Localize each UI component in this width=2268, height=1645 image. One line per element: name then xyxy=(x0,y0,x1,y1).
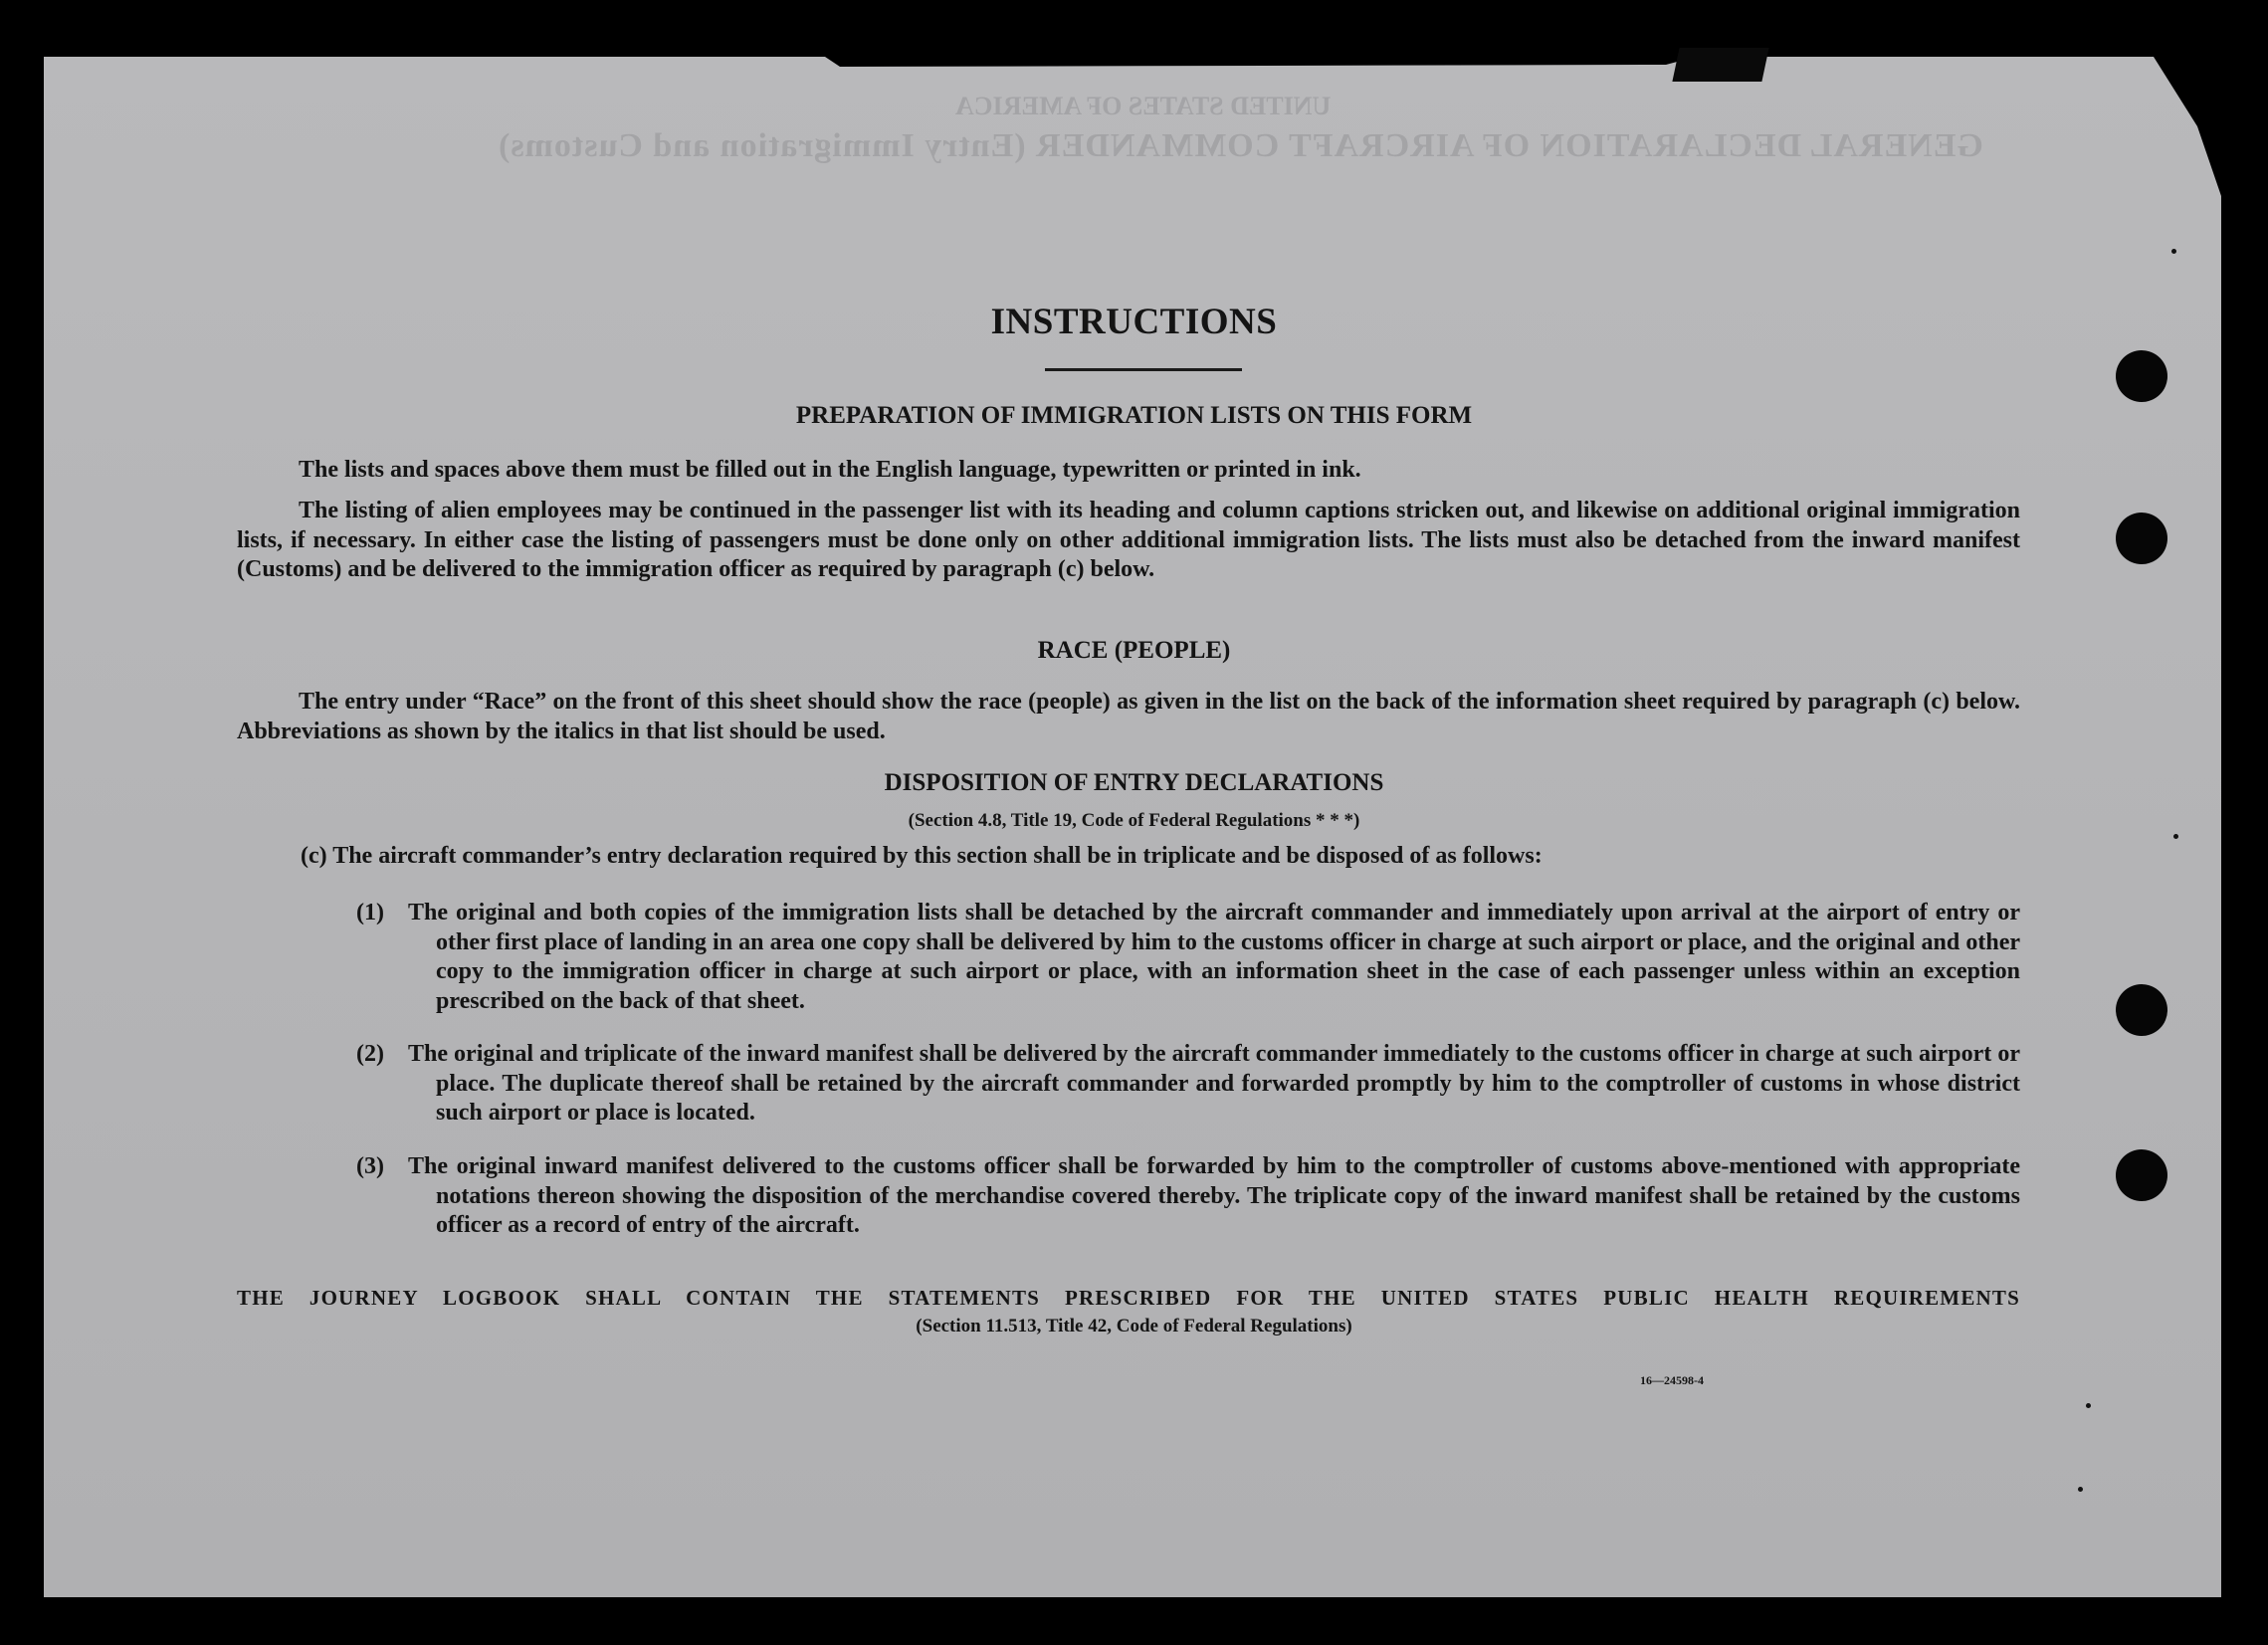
form-number: 16—24598-4 xyxy=(1640,1373,1704,1387)
list-item xyxy=(356,1040,2020,1129)
section-heading-preparation: PREPARATION OF IMMIGRATION LISTS ON THIS FORM xyxy=(795,402,1473,429)
item-text: The original and both copies of the immigration lists shall be detached by the aircraft commander and immediately upon arrival at the airport of entry or other first place of landing in an area one copy shall be delivered by him to the customs officer in charge at such airport or place, and the original and other copy to the immigration officer in charge at such airport or place, with an information sheet in the case of each passenger unless within an exception prescribed on the back of that sheet. xyxy=(408,900,2020,1014)
list-item xyxy=(356,1152,2020,1241)
paragraph-race: The entry under “Race” on the front of this sheet should show the race (people) as given in the list on the back of the information sheet required by paragraph (c) below. Abbreviations as shown by the italics in that list should be used. xyxy=(237,689,2020,744)
item-text: The original and triplicate of the inward manifest shall be delivered by the aircraft commander immediately to the customs officer in charge at such airport or place. The duplicate thereof shall be retained by the aircraft commander and forwarded promptly by him to the comptroller of customs in whose district such airport or place is located. xyxy=(408,1041,2020,1126)
section-heading-disposition: DISPOSITION OF ENTRY DECLARATIONS xyxy=(884,769,1384,796)
section-heading-race: RACE (PEOPLE) xyxy=(1037,637,1231,664)
disposition-citation: (Section 4.8, Title 19, Code of Federal Regulations * * *) xyxy=(908,810,1360,831)
footer-statement: THE JOURNEY LOGBOOK SHALL CONTAIN THE STATEMENTS PRESCRIBED FOR THE UNITED STATES PUBLIC HEALTH REQUIREMENTS xyxy=(237,1286,2020,1310)
item-number: (1) xyxy=(356,900,384,925)
item-text: The original inward manifest delivered to the customs officer shall be forwarded by him to the comptroller of customs above-mentioned with appropriate notations thereon showing the disposition of the merchandise covered thereby. The triplicate copy of the inward manifest shall be retained by the customs officer as a record of entry of the aircraft. xyxy=(408,1153,2020,1238)
item-number: (3) xyxy=(356,1153,384,1179)
paragraph-preparation-1: The lists and spaces above them must be filled out in the English language, typewritten or printed in ink. xyxy=(299,457,1361,483)
footer-citation: (Section 11.513, Title 42, Code of Federal Regulations) xyxy=(916,1316,1352,1337)
item-number: (2) xyxy=(356,1041,384,1067)
disposition-clause: (c) The aircraft commander’s entry declaration required by this section shall be in triplicate and be disposed of as follows: xyxy=(301,843,1543,869)
paragraph-preparation-2: The listing of alien employees may be continued in the passenger list with its heading and column captions stricken out, and likewise on additional original immigration lists, if necessary. In either case the listing of passengers must be done only on other additional immigration lists. The lists must also be detached from the inward manifest (Customs) and be delivered to the immigration officer as required by paragraph (c) below. xyxy=(237,498,2020,582)
page-title: INSTRUCTIONS xyxy=(990,302,1278,342)
bleed-through-text: UNITED STATES OF AMERICA xyxy=(955,92,1332,120)
list-item xyxy=(356,899,2020,1016)
title-underline xyxy=(1045,368,1242,371)
bleed-through-text: GENERAL DECLARATION OF AIRCRAFT COMMANDER (Entry Immigration and Customs) xyxy=(498,127,1983,164)
